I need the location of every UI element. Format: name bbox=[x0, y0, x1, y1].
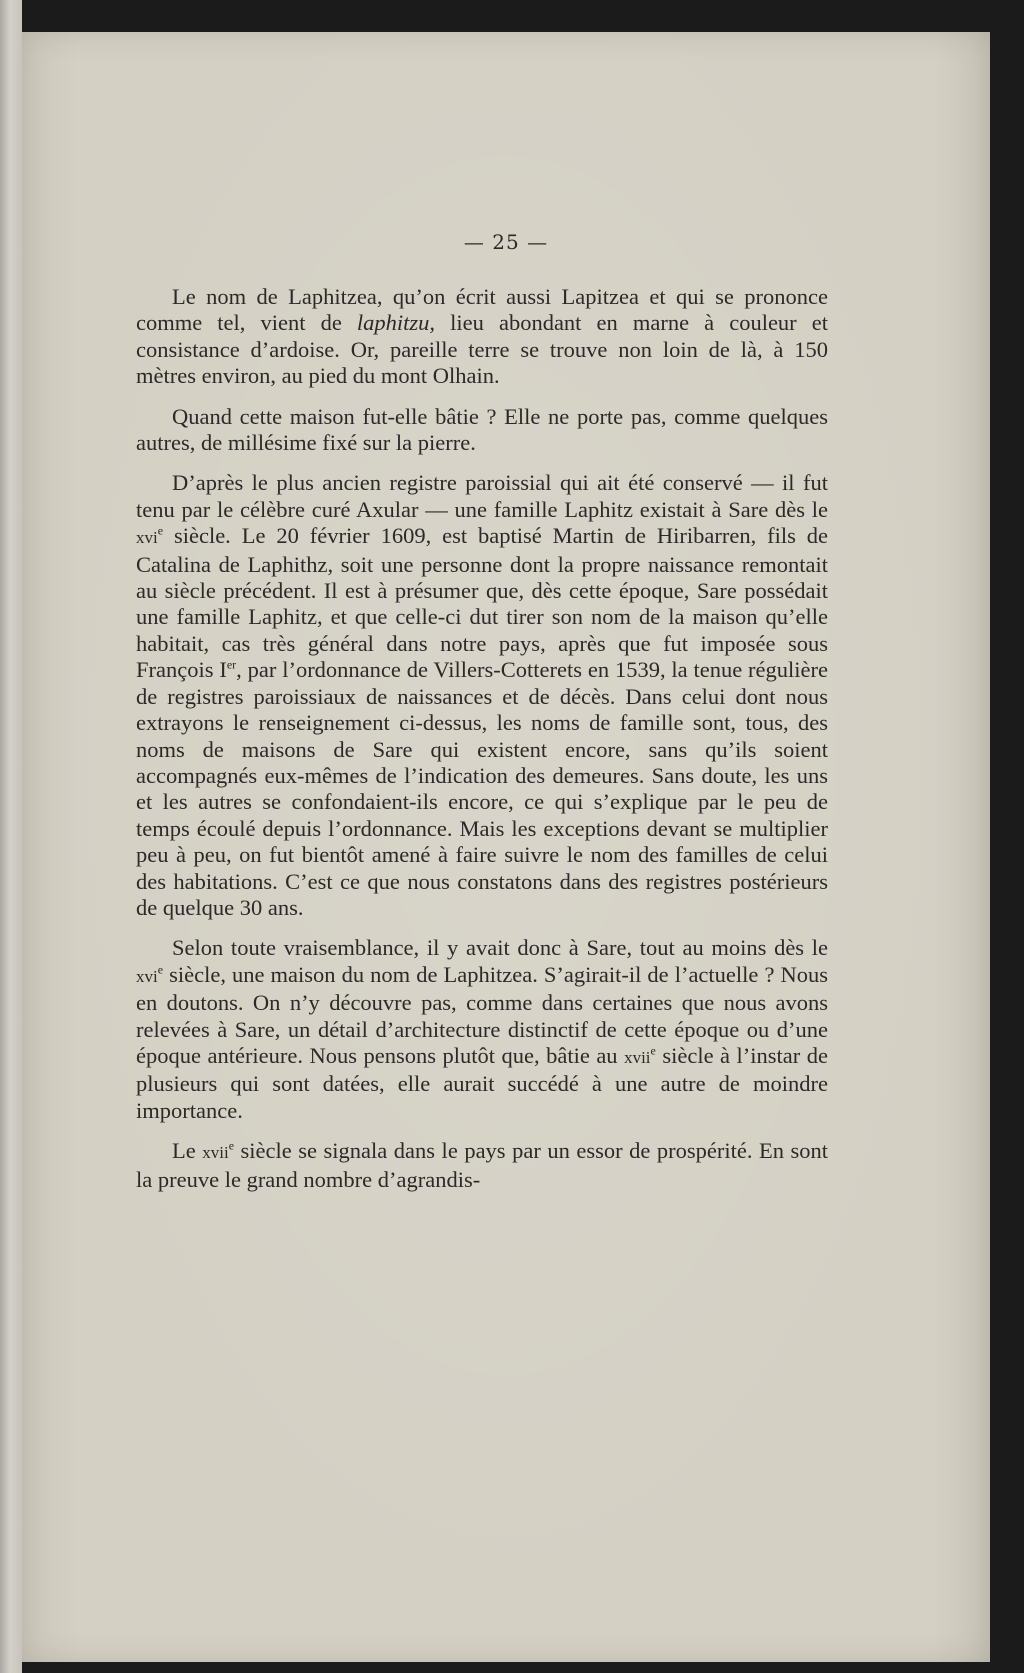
page-number: — 25 — bbox=[463, 230, 549, 254]
text-segment: siècle se signala dans le pays par un essor de prospérité. En sont la preuve le grand nombre d’agrandis- bbox=[136, 1138, 828, 1192]
text-segment: siècle, une maison du nom de Laphitzea. S’agirait-il de l’actuelle ? Nous en doutons. On n’y découvre pas, comme dans certaines que nous avons relevées à Sare, un détail d’architecture distinctif de cette époque ou d’une époque antérieure. Nous pensons plutôt que, bâtie au bbox=[136, 961, 828, 1068]
text-segment: siècle. Le 20 février 1609, est baptisé Martin de Hiribarren, fils de Catalina de Laphithz, soit une personne dont la propre naissance remontait au siècle précédent. Il est à présumer que, dès cette époque, Sare possédait une famille Laphitz, et que celle-ci dut tirer son nom de la maison qu’elle habitait, cas très général dans notre pays, après que fut imposée sous François I bbox=[136, 523, 828, 683]
text-segment: er bbox=[226, 657, 237, 672]
text-segment: Le nom de Laphitzea, qu’on écrit aussi Lapitzea et qui se prononce comme tel, vient de bbox=[136, 284, 828, 336]
text-segment: xvi bbox=[136, 528, 158, 548]
paragraph bbox=[136, 284, 828, 390]
left-page-edge bbox=[0, 0, 22, 1673]
text-segment: e bbox=[650, 1043, 656, 1058]
text-segment: siècle à l’instar de plusieurs qui sont datées, elle aurait succédé à une autre de moindre importance. bbox=[136, 1042, 828, 1123]
text-segment: xvii bbox=[202, 1143, 229, 1163]
text-segment: xvi bbox=[136, 966, 158, 986]
text-segment: Le bbox=[172, 1138, 203, 1164]
text-segment: e bbox=[157, 523, 164, 538]
text-segment: e bbox=[157, 962, 164, 977]
paragraph bbox=[136, 470, 828, 921]
paragraph bbox=[136, 1138, 828, 1193]
text-segment: Quand cette maison fut-elle bâtie ? Elle ne porte pas, comme quelques autres, de millésime fixé sur la pierre. bbox=[136, 403, 828, 456]
text-segment: xvii bbox=[624, 1047, 651, 1067]
book-page bbox=[22, 32, 990, 1662]
page-text bbox=[136, 284, 828, 1193]
text-segment: lieu abondant en marne à couleur et consistance d’ardoise. Or, pareille terre se trouve non loin de là, à 150 mètres environ, au pied du mont Olhain. bbox=[136, 310, 828, 389]
paragraph bbox=[136, 935, 828, 1124]
paragraph bbox=[136, 404, 828, 457]
text-segment: e bbox=[228, 1138, 235, 1153]
text-segment: , par l’ordonnance de Villers-Cotterets en 1539, la tenue régulière de registres paroissiaux de naissances et de décès. Dans celui dont nous extrayons le renseignement ci-dessus, les noms de famille sont, tous, des noms de maisons de Sare qui existent encore, sans qu’ils soient accompagnés eux-mêmes de l’indication des demeures. Sans doute, les uns et les autres se confondaient-ils encore, ce qui s’explique par le peu de temps écoulé depuis l’ordonnance. Mais les exceptions devant se multiplier peu à peu, on fut bientôt amené à faire suivre le nom des familles de celui des habitations. C’est ce que nous constatons dans des registres postérieurs de quelque 30 ans. bbox=[136, 657, 828, 920]
text-segment: Selon toute vraisemblance, il y avait donc à Sare, tout au moins dès le bbox=[172, 935, 828, 961]
text-segment: laphitzu, bbox=[356, 310, 436, 336]
text-segment: D’après le plus ancien registre paroissial qui ait été conservé — il fut tenu par le célèbre curé Axular — une famille Laphitz existait à Sare dès le bbox=[136, 470, 828, 522]
